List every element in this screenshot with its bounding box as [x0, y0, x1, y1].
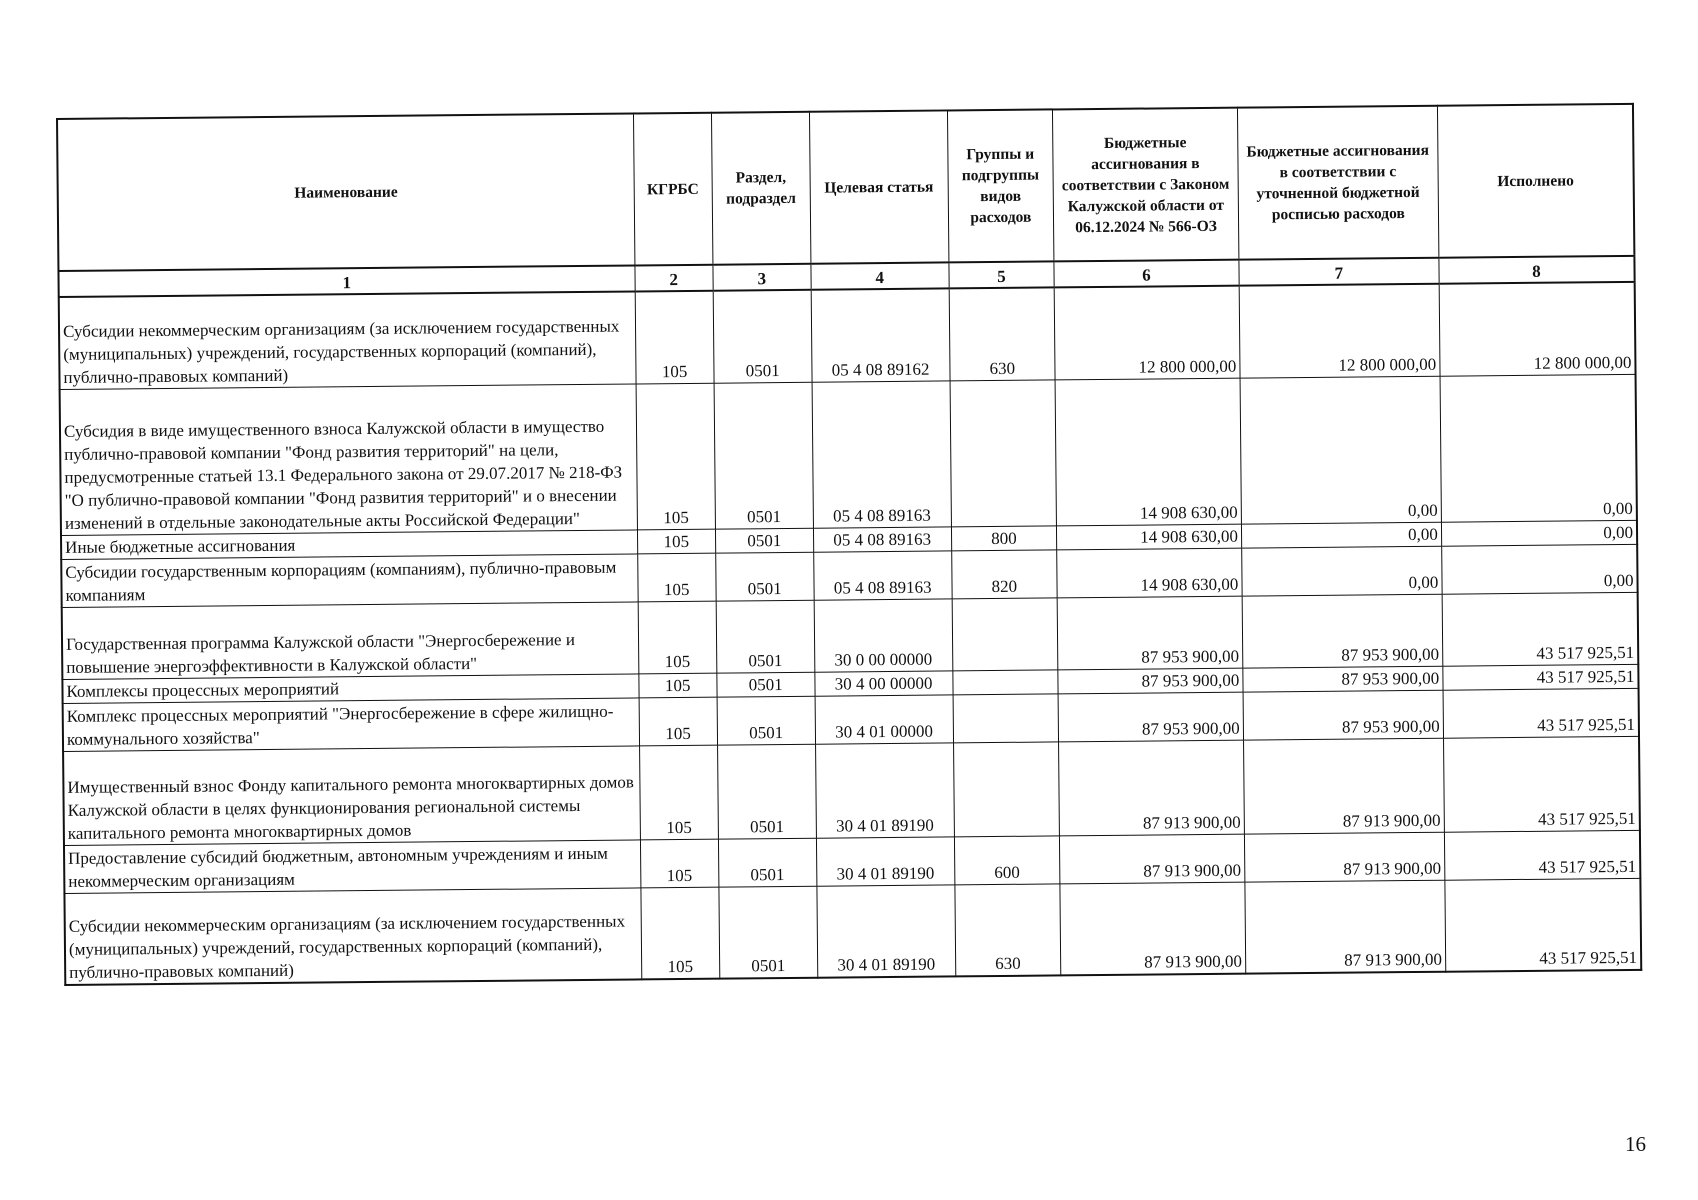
row-refined: 12 800 000,00 — [1239, 284, 1440, 378]
row-name: Иные бюджетные ассигнования — [61, 529, 637, 559]
row-name: Предоставление субсидий бюджетным, автономным учреждениям и иным некоммерческим организациям — [64, 839, 640, 893]
row-refined: 0,00 — [1240, 376, 1441, 524]
row-law: 12 800 000,00 — [1054, 286, 1240, 380]
row-name: Имущественный взнос Фонду капитального ремонта многоквартирных домов Калужской области в целях функционирования региональной системы капитального ремонта многоквартирных домов — [63, 745, 640, 845]
row-kgrbs: 105 — [637, 529, 715, 554]
row-law: 14 908 630,00 — [1057, 524, 1242, 550]
row-group: 820 — [951, 549, 1057, 598]
column-number: 4 — [811, 262, 949, 289]
row-law: 14 908 630,00 — [1057, 548, 1242, 598]
row-target: 30 4 01 89190 — [816, 836, 954, 885]
row-section: 0501 — [717, 744, 816, 839]
row-refined: 0,00 — [1241, 522, 1441, 548]
table-row — [59, 282, 1636, 389]
row-executed: 0,00 — [1441, 544, 1637, 594]
row-group — [952, 597, 1058, 670]
row-section: 0501 — [716, 600, 814, 673]
row-executed: 43 517 925,51 — [1443, 664, 1639, 690]
row-law: 87 913 900,00 — [1059, 834, 1244, 884]
row-section: 0501 — [718, 838, 816, 887]
row-executed: 43 517 925,51 — [1443, 688, 1639, 738]
row-target: 05 4 08 89162 — [811, 288, 950, 381]
row-law: 87 913 900,00 — [1060, 882, 1246, 976]
header-kgrbs: КГРБС — [633, 113, 713, 266]
row-kgrbs: 105 — [636, 383, 716, 530]
row-executed: 0,00 — [1440, 374, 1637, 522]
table-row — [63, 736, 1640, 845]
budget-table — [56, 103, 1642, 986]
row-kgrbs: 105 — [638, 673, 716, 698]
row-law: 87 953 900,00 — [1057, 596, 1242, 670]
row-name: Государственная программа Калужской области "Энергосбережение и повышение энергоэффективности в Калужской области" — [62, 601, 639, 679]
row-executed: 43 517 925,51 — [1445, 878, 1642, 972]
row-refined: 87 953 900,00 — [1243, 690, 1443, 740]
row-law: 87 953 900,00 — [1058, 692, 1243, 742]
row-target: 30 4 01 00000 — [815, 694, 953, 743]
row-executed: 43 517 925,51 — [1443, 736, 1640, 832]
row-name: Субсидии некоммерческим организациям (за исключением государственных (муниципальных) учреждений, государственных корпораций (компаний), публично-правовых компаний) — [59, 291, 636, 389]
column-number: 5 — [949, 261, 1055, 288]
row-group — [952, 669, 1058, 694]
header-law: Бюджетные ассигнования в соответствии с Законом Калужской области от 06.12.2024 № 566-ОЗ — [1053, 108, 1239, 262]
row-section: 0501 — [717, 696, 815, 745]
row-target: 30 4 00 00000 — [814, 670, 952, 695]
row-kgrbs: 105 — [639, 697, 718, 746]
row-target: 05 4 08 89163 — [812, 380, 951, 527]
row-section: 0501 — [715, 552, 813, 601]
row-group: 600 — [954, 835, 1060, 884]
row-refined: 87 913 900,00 — [1244, 832, 1444, 882]
row-name: Комплекс процессных мероприятий "Энергосбережение в сфере жилищно-коммунального хозяйства" — [63, 697, 639, 751]
row-executed: 12 800 000,00 — [1439, 282, 1636, 376]
row-law: 14 908 630,00 — [1055, 378, 1241, 526]
row-refined: 87 953 900,00 — [1242, 594, 1443, 668]
column-number: 1 — [58, 265, 634, 297]
row-refined: 87 913 900,00 — [1243, 738, 1444, 834]
row-group — [953, 741, 1059, 836]
row-refined: 0,00 — [1242, 546, 1442, 596]
row-law: 87 913 900,00 — [1059, 740, 1245, 836]
row-name: Субсидия в виде имущественного взноса Калужской области в имущество публично-правовой компании "Фонд развития территорий" на цели, предусмотренные статьей 13.1 Федерального закона от 29.07.2017 № 218-ФЗ "О публично-правовой компании "Фонд развития территорий" и о внесении изменений в отдельные законодательные акты Российской Федерации" — [60, 383, 637, 535]
column-number: 6 — [1054, 260, 1239, 288]
row-refined: 87 953 900,00 — [1243, 666, 1443, 692]
row-section: 0501 — [717, 672, 815, 697]
row-target: 05 4 08 89163 — [813, 526, 951, 551]
row-name: Субсидии некоммерческим организациям (за исключением государственных (муниципальных) учреждений, государственных корпораций (компаний), публично-правовых компаний) — [64, 887, 641, 985]
row-kgrbs: 105 — [639, 745, 718, 840]
row-section: 0501 — [719, 886, 818, 979]
column-number: 8 — [1439, 256, 1635, 284]
header-target: Целевая статья — [809, 110, 948, 263]
row-section: 0501 — [714, 382, 813, 529]
row-section: 0501 — [713, 290, 812, 383]
header-refined: Бюджетные ассигнования в соответствии с уточненной бюджетной росписью расходов — [1237, 106, 1438, 260]
row-group: 800 — [951, 525, 1057, 550]
row-target: 30 4 01 89190 — [817, 884, 956, 977]
header-executed: Исполнено — [1437, 104, 1634, 258]
header-name: Наименование — [57, 113, 634, 271]
row-kgrbs: 105 — [640, 887, 719, 980]
header-groups: Группы и подгруппы видов расходов — [947, 109, 1054, 262]
row-kgrbs: 105 — [635, 291, 714, 384]
budget-sheet — [56, 103, 1642, 986]
row-group: 630 — [955, 883, 1061, 976]
row-kgrbs: 105 — [640, 839, 719, 888]
row-kgrbs: 105 — [637, 553, 716, 602]
row-executed: 43 517 925,51 — [1444, 830, 1640, 880]
table-row — [64, 878, 1641, 985]
header-section: Раздел, подраздел — [711, 112, 810, 265]
row-group — [950, 379, 1057, 526]
row-executed: 43 517 925,51 — [1442, 592, 1638, 666]
column-number: 3 — [713, 264, 811, 291]
row-target: 30 4 01 89190 — [815, 742, 954, 837]
column-number: 7 — [1239, 258, 1439, 286]
column-number: 2 — [634, 265, 712, 292]
header-row — [57, 104, 1634, 271]
table-row — [60, 374, 1637, 535]
row-section: 0501 — [715, 528, 813, 553]
page-number: 16 — [1625, 1132, 1646, 1156]
row-refined: 87 913 900,00 — [1245, 880, 1446, 974]
row-group: 630 — [949, 287, 1055, 380]
row-group — [953, 693, 1059, 742]
row-target: 05 4 08 89163 — [813, 550, 951, 599]
row-kgrbs: 105 — [638, 601, 717, 674]
row-law: 87 953 900,00 — [1058, 668, 1243, 694]
row-executed: 0,00 — [1441, 520, 1637, 546]
row-target: 30 0 00 00000 — [814, 598, 953, 671]
row-name: Субсидии государственным корпорациям (компаниям), публично-правовым компаниям — [61, 553, 637, 607]
row-name: Комплексы процессных мероприятий — [62, 673, 638, 703]
